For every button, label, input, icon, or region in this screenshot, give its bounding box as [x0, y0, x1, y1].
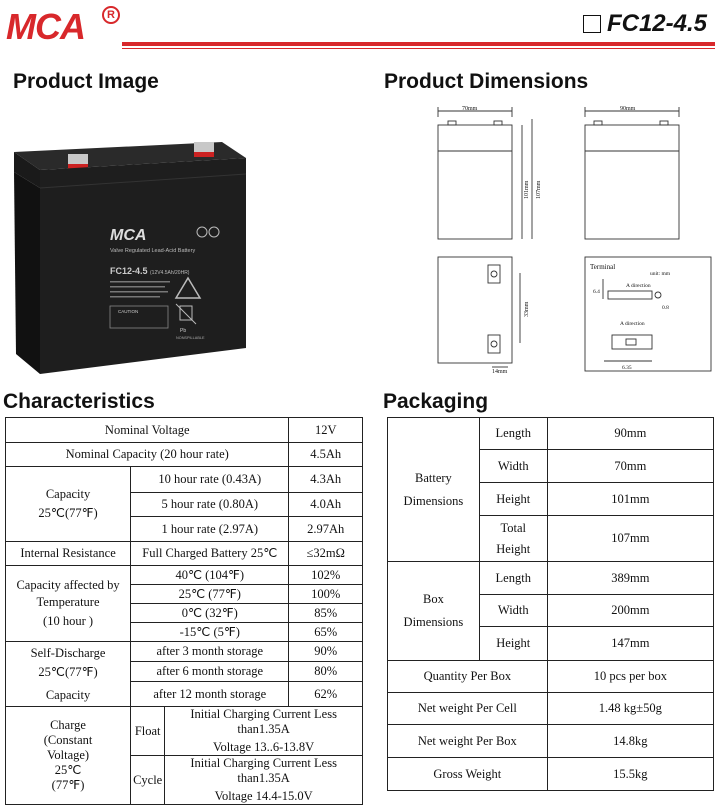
terminal-a-direction-2: A direction [620, 321, 645, 327]
battery-dim-name: Length [479, 418, 547, 450]
temperature-cond: -15℃ (5℉) [131, 623, 289, 642]
table-row [6, 707, 363, 756]
battery-label-brand: MCA [110, 227, 147, 244]
battery-label-model: FC12-4.5 [110, 266, 148, 276]
total-height-value: 107mm [547, 516, 713, 562]
total-height-label [479, 516, 547, 562]
box-dim-value: 147mm [547, 627, 713, 661]
gross-weight-value: 15.5kg [547, 758, 713, 791]
net-weight-box-label: Net weight Per Box [388, 725, 548, 758]
box-dim-value: 200mm [547, 595, 713, 627]
battery-dimensions-label [388, 418, 480, 562]
charge-label-line2: (Constant [43, 733, 93, 747]
battery-dimensions-line1: Battery [415, 470, 452, 485]
terminal-dim-t1: 6.4 [593, 289, 600, 295]
battery-label-caution: CAUTION [118, 309, 139, 314]
temperature-label [6, 566, 131, 642]
terminal-dim-t2: 0.8 [662, 305, 669, 311]
battery-label-subtitle: Valve Regulated Lead-Acid Battery [110, 248, 196, 254]
capacity-value: 2.97Ah [289, 517, 363, 542]
capacity-rate: 10 hour rate (0.43A) [131, 467, 289, 493]
terminal-unit: unit: mm [650, 271, 671, 277]
charge-label [6, 707, 131, 805]
cycle-label: Cycle [131, 756, 165, 805]
box-dim-value: 389mm [547, 562, 713, 595]
capacity-value: 4.0Ah [289, 493, 363, 517]
charge-label-line4: 25℃ [54, 763, 82, 777]
section-title-packaging: Packaging [383, 390, 489, 413]
self-discharge-value: 80% [289, 662, 363, 682]
header-rule-thin [122, 48, 715, 49]
battery-terminal-positive-icon [194, 142, 214, 157]
dim-height-label: 101mm [524, 180, 530, 199]
battery-dim-name: Height [479, 483, 547, 516]
packaging-table [387, 417, 714, 791]
capacity-label-line1: Capacity [45, 487, 91, 501]
total-height-line1: Total [500, 520, 527, 535]
temperature-cond: 0℃ (32℉) [131, 604, 289, 623]
table-row [6, 443, 363, 467]
temperature-value: 65% [289, 623, 363, 642]
capacity-label-line2: 25℃(77℉) [38, 506, 98, 520]
cycle-spec [165, 756, 363, 805]
battery-product-image [10, 128, 248, 376]
temperature-value: 85% [289, 604, 363, 623]
float-spec-line2: Voltage 13..6-13.8V [213, 740, 315, 754]
battery-dimensions-line2: Dimensions [403, 493, 464, 508]
table-row [388, 693, 714, 725]
charge-label-line3: Voltage) [46, 748, 90, 762]
charge-label-line5: (77℉) [51, 778, 85, 792]
dim-length-label: 90mm [620, 106, 636, 112]
section-title-product-dimensions: Product Dimensions [384, 70, 589, 93]
capacity-rate: 1 hour rate (2.97A) [131, 517, 289, 542]
gross-weight-label: Gross Weight [388, 758, 548, 791]
temperature-value: 102% [289, 566, 363, 585]
battery-dim-name: Width [479, 450, 547, 483]
table-row [6, 542, 363, 566]
terminal-dim-t3: 6.35 [622, 365, 632, 371]
table-row [388, 725, 714, 758]
nominal-capacity-value: 4.5Ah [289, 443, 363, 467]
model-title [583, 10, 707, 38]
temperature-label-line1: Capacity affected by [16, 578, 120, 592]
self-discharge-value: 90% [289, 642, 363, 662]
capacity-label [6, 467, 131, 542]
capacity-rate: 5 hour rate (0.80A) [131, 493, 289, 517]
net-weight-cell-value: 1.48 kg±50g [547, 693, 713, 725]
internal-resistance-cond: Full Charged Battery 25℃ [131, 542, 289, 566]
checkbox-icon [583, 15, 601, 33]
self-discharge-label-line2: 25℃(77℉) [38, 664, 98, 679]
self-discharge-value: 62% [289, 682, 363, 707]
float-spec [165, 707, 363, 756]
self-discharge-period: after 3 month storage [131, 642, 289, 662]
header-rule [122, 42, 715, 46]
box-dim-name: Width [479, 595, 547, 627]
cycle-spec-line2: Voltage 14.4-15.0V [214, 789, 313, 803]
table-row [6, 467, 363, 493]
battery-dim-value: 70mm [547, 450, 713, 483]
dimension-drawings [428, 103, 713, 375]
self-discharge-label [6, 642, 131, 707]
temperature-value: 100% [289, 585, 363, 604]
box-dimensions-line2: Dimensions [403, 615, 464, 629]
battery-dim-value: 101mm [547, 483, 713, 516]
net-weight-cell-label: Net weight Per Cell [388, 693, 548, 725]
nominal-voltage-value: 12V [289, 418, 363, 443]
battery-dim-value: 90mm [547, 418, 713, 450]
brand-logo-text: MCA [6, 6, 85, 47]
quantity-label: Quantity Per Box [388, 661, 548, 693]
dim-total-height-label: 107mm [536, 180, 542, 199]
characteristics-table [5, 417, 363, 805]
charge-label-line1: Charge [50, 718, 86, 732]
self-discharge-period: after 6 month storage [131, 662, 289, 682]
dim-terminal-gap-label: 14mm [492, 369, 508, 375]
quantity-value: 10 pcs per box [547, 661, 713, 693]
table-row [388, 661, 714, 693]
box-dimensions-label [388, 562, 480, 661]
table-row [6, 566, 363, 585]
table-row [6, 418, 363, 443]
model-number: FC12-4.5 [606, 10, 707, 37]
capacity-value: 4.3Ah [289, 467, 363, 493]
box-dim-name: Height [479, 627, 547, 661]
battery-label-rating: (12V4.5Ah/20HR) [150, 270, 190, 276]
battery-label-recyclable: NONSPILLABLE [176, 336, 205, 340]
section-title-product-image: Product Image [13, 70, 159, 93]
nominal-capacity-label: Nominal Capacity (20 hour rate) [6, 443, 289, 467]
battery-label-pb: Pb [180, 328, 187, 334]
net-weight-box-value: 14.8kg [547, 725, 713, 758]
dim-inner-label: 33mm [524, 301, 530, 317]
terminal-title: Terminal [590, 263, 616, 271]
float-label: Float [131, 707, 165, 756]
box-dim-name: Length [479, 562, 547, 595]
total-height-line2: Height [496, 541, 531, 556]
temperature-cond: 40℃ (104℉) [131, 566, 289, 585]
dim-width-label: 70mm [462, 106, 478, 112]
internal-resistance-value: ≤32mΩ [289, 542, 363, 566]
terminal-a-direction: A direction [626, 283, 651, 289]
section-title-characteristics: Characteristics [3, 390, 155, 413]
temperature-label-line2: Temperature [36, 595, 100, 609]
table-row [6, 642, 363, 662]
table-row [388, 562, 714, 595]
battery-terminal-negative-icon [68, 154, 88, 169]
registered-mark: R [102, 6, 120, 24]
self-discharge-label-line1: Self-Discharge [30, 645, 106, 660]
self-discharge-period: after 12 month storage [131, 682, 289, 707]
float-spec-line1: Initial Charging Current Less than1.35A [190, 707, 337, 736]
nominal-voltage-label: Nominal Voltage [6, 418, 289, 443]
temperature-label-line3: (10 hour ) [43, 614, 94, 628]
self-discharge-label-line3: Capacity [45, 687, 91, 702]
temperature-cond: 25℃ (77℉) [131, 585, 289, 604]
internal-resistance-label: Internal Resistance [6, 542, 131, 566]
table-row [388, 418, 714, 450]
cycle-spec-line1: Initial Charging Current Less than1.35A [190, 756, 337, 785]
box-dimensions-line1: Box [423, 592, 444, 606]
table-row [388, 758, 714, 791]
brand-logo [6, 6, 116, 46]
